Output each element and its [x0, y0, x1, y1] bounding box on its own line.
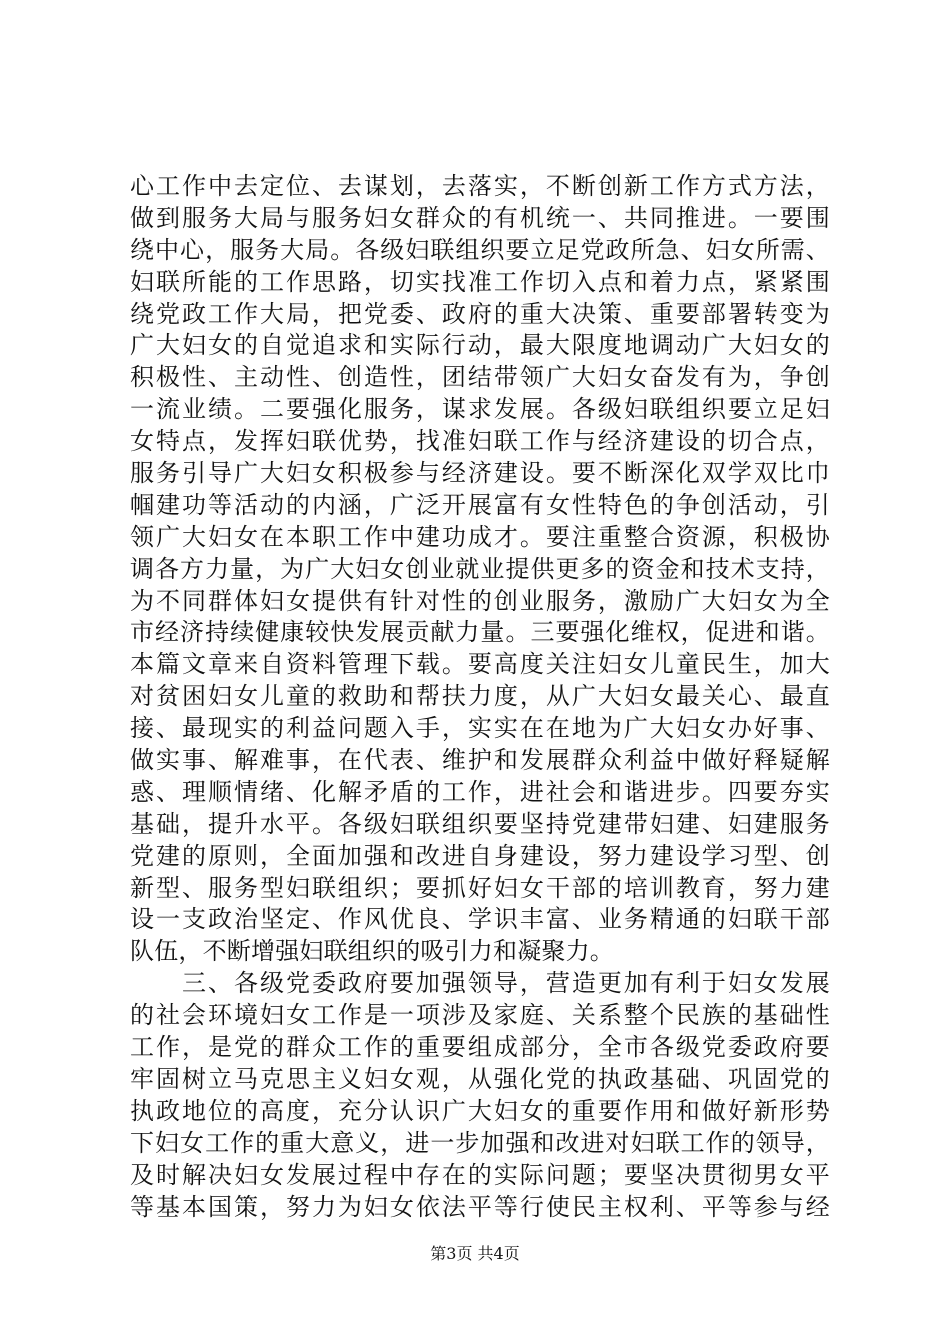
text-line: 执政地位的高度，充分认识广大妇女的重要作用和做好新形势: [130, 1096, 830, 1125]
text-line: 基础，提升水平。各级妇联组织要坚持党建带妇建、妇建服务: [130, 809, 830, 838]
text-line: 一流业绩。二要强化服务，谋求发展。各级妇联组织要立足妇: [130, 395, 830, 424]
text-line: 妇联所能的工作思路，切实找准工作切入点和着力点，紧紧围: [130, 267, 830, 296]
body-text: [130, 171, 830, 1223]
text-line: 市经济持续健康较快发展贡献力量。三要强化维权，促进和谐。: [130, 618, 830, 647]
text-line: 本篇文章来自资料管理下载。要高度关注妇女儿童民生，加大: [130, 650, 830, 679]
page-footer: 第3页 共4页: [430, 1244, 520, 1263]
text-line: 接、最现实的利益问题入手，实实在在地为广大妇女办好事、: [130, 714, 830, 743]
text-line: 做到服务大局与服务妇女群众的有机统一、共同推进。一要围: [130, 203, 830, 232]
text-line: 绕党政工作大局，把党委、政府的重大决策、重要部署转变为: [130, 299, 830, 328]
text-line: 心工作中去定位、去谋划，去落实，不断创新工作方式方法，: [130, 172, 830, 200]
text-line: 三、各级党委政府要加强领导，营造更加有利于妇女发展: [130, 969, 830, 998]
text-line: 为不同群体妇女提供有针对性的创业服务，激励广大妇女为全: [130, 586, 830, 615]
text-line: 惑、理顺情绪、化解矛盾的工作，进社会和谐进步。四要夯实: [130, 777, 830, 806]
text-line: 积极性、主动性、创造性，团结带领广大妇女奋发有为，争创: [130, 363, 830, 392]
text-line: 及时解决妇女发展过程中存在的实际问题；要坚决贯彻男女平: [130, 1160, 830, 1189]
text-line: 的社会环境妇女工作是一项涉及家庭、关系整个民族的基础性: [130, 1001, 830, 1030]
text-line: 等基本国策，努力为妇女依法平等行使民主权利、平等参与经: [130, 1192, 830, 1221]
text-line: 党建的原则，全面加强和改进自身建设，努力建设学习型、创: [130, 841, 830, 870]
text-line: 对贫困妇女儿童的救助和帮扶力度，从广大妇女最关心、最直: [130, 682, 830, 711]
text-line: 下妇女工作的重大意义，进一步加强和改进对妇联工作的领导，: [130, 1128, 830, 1157]
text-line: 做实事、解难事，在代表、维护和发展群众利益中做好释疑解: [130, 746, 830, 775]
text-line: 服务引导广大妇女积极参与经济建设。要不断深化双学双比巾: [130, 459, 830, 488]
text-line: 设一支政治坚定、作风优良、学识丰富、业务精通的妇联干部: [130, 905, 830, 934]
text-line: 调各方力量，为广大妇女创业就业提供更多的资金和技术支持，: [130, 554, 830, 583]
text-line: 领广大妇女在本职工作中建功成才。要注重整合资源，积极协: [130, 522, 830, 551]
text-line: 队伍，不断增强妇联组织的吸引力和凝聚力。: [130, 937, 614, 966]
text-line: 牢固树立马克思主义妇女观，从强化党的执政基础、巩固党的: [130, 1064, 830, 1093]
text-line: 绕中心，服务大局。各级妇联组织要立足党政所急、妇女所需、: [130, 235, 830, 264]
text-line: 广大妇女的自觉追求和实际行动，最大限度地调动广大妇女的: [130, 331, 830, 360]
text-line: 女特点，发挥妇联优势，找准妇联工作与经济建设的切合点，: [130, 427, 830, 456]
text-line: 帼建功等活动的内涵，广泛开展富有女性特色的争创活动，引: [130, 490, 830, 519]
text-line: 工作，是党的群众工作的重要组成部分，全市各级党委政府要: [130, 1033, 830, 1062]
text-line: 新型、服务型妇联组织；要抓好妇女干部的培训教育，努力建: [130, 873, 830, 902]
